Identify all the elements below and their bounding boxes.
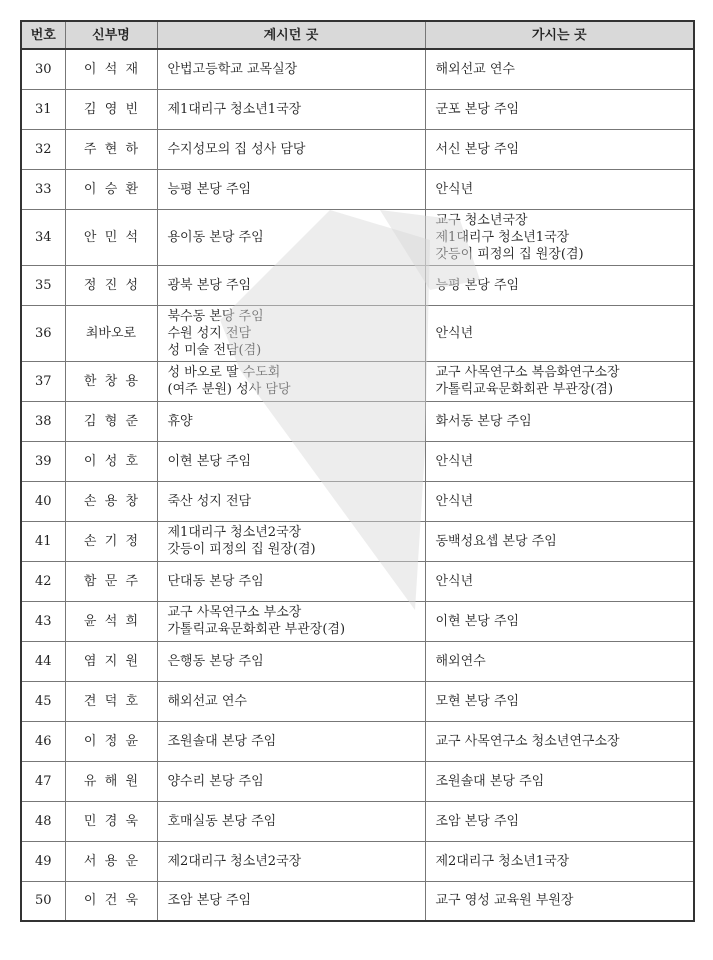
cell-number: 42: [21, 561, 65, 601]
table-row: [21, 305, 694, 361]
cell-priest-name: 손 용 창: [65, 481, 157, 521]
cell-new-post: 조암 본당 주임: [425, 801, 694, 841]
cell-previous-post: 안법고등학교 교목실장: [157, 49, 425, 89]
cell-previous-post: 양수리 본당 주임: [157, 761, 425, 801]
table-row: [21, 601, 694, 641]
cell-previous-post: 수지성모의 집 성사 담당: [157, 129, 425, 169]
cell-number: 34: [21, 209, 65, 265]
cell-priest-name: 이 성 호: [65, 441, 157, 481]
cell-priest-name: 염 지 원: [65, 641, 157, 681]
cell-previous-post: 조원솔대 본당 주임: [157, 721, 425, 761]
cell-priest-name: 주 현 하: [65, 129, 157, 169]
table-row: [21, 265, 694, 305]
cell-previous-post: 조암 본당 주임: [157, 881, 425, 921]
cell-number: 30: [21, 49, 65, 89]
cell-priest-name: 이 석 재: [65, 49, 157, 89]
cell-priest-name: 김 영 빈: [65, 89, 157, 129]
cell-previous-post: 이현 본당 주임: [157, 441, 425, 481]
cell-number: 38: [21, 401, 65, 441]
cell-number: 41: [21, 521, 65, 561]
header-number: 번호: [21, 21, 65, 49]
table-row: [21, 129, 694, 169]
cell-previous-post: 해외선교 연수: [157, 681, 425, 721]
table-row: [21, 841, 694, 881]
cell-number: 49: [21, 841, 65, 881]
cell-priest-name: 한 창 용: [65, 361, 157, 401]
cell-new-post: 교구 사목연구소 복음화연구소장 가톨릭교육문화회관 부관장(겸): [425, 361, 694, 401]
cell-new-post: 해외연수: [425, 641, 694, 681]
cell-number: 43: [21, 601, 65, 641]
cell-priest-name: 이 승 환: [65, 169, 157, 209]
cell-previous-post: 능평 본당 주임: [157, 169, 425, 209]
cell-previous-post: 은행동 본당 주임: [157, 641, 425, 681]
cell-new-post: 안식년: [425, 169, 694, 209]
roster-body: [21, 49, 694, 921]
table-header-row: [21, 21, 694, 49]
cell-number: 48: [21, 801, 65, 841]
cell-previous-post: 성 바오로 딸 수도회 (여주 분원) 성사 담당: [157, 361, 425, 401]
table-row: [21, 881, 694, 921]
cell-number: 35: [21, 265, 65, 305]
cell-previous-post: 죽산 성지 전담: [157, 481, 425, 521]
cell-new-post: 동백성요셉 본당 주임: [425, 521, 694, 561]
cell-priest-name: 윤 석 희: [65, 601, 157, 641]
cell-number: 50: [21, 881, 65, 921]
table-row: [21, 561, 694, 601]
cell-number: 47: [21, 761, 65, 801]
header-name: 신부명: [65, 21, 157, 49]
cell-number: 39: [21, 441, 65, 481]
cell-priest-name: 김 형 준: [65, 401, 157, 441]
cell-previous-post: 북수동 본당 주임 수원 성지 전담 성 미술 전담(겸): [157, 305, 425, 361]
cell-number: 32: [21, 129, 65, 169]
cell-previous-post: 교구 사목연구소 부소장 가톨릭교육문화회관 부관장(겸): [157, 601, 425, 641]
cell-new-post: 해외선교 연수: [425, 49, 694, 89]
cell-previous-post: 용이동 본당 주임: [157, 209, 425, 265]
cell-previous-post: 단대동 본당 주임: [157, 561, 425, 601]
table-row: [21, 49, 694, 89]
cell-previous-post: 제1대리구 청소년1국장: [157, 89, 425, 129]
table-row: [21, 361, 694, 401]
cell-new-post: 제2대리구 청소년1국장: [425, 841, 694, 881]
cell-priest-name: 유 해 원: [65, 761, 157, 801]
cell-number: 31: [21, 89, 65, 129]
cell-new-post: 안식년: [425, 441, 694, 481]
cell-number: 37: [21, 361, 65, 401]
cell-priest-name: 안 민 석: [65, 209, 157, 265]
cell-previous-post: 광북 본당 주임: [157, 265, 425, 305]
table-row: [21, 721, 694, 761]
cell-new-post: 교구 사목연구소 청소년연구소장: [425, 721, 694, 761]
cell-new-post: 군포 본당 주임: [425, 89, 694, 129]
cell-number: 46: [21, 721, 65, 761]
table-row: [21, 481, 694, 521]
table-row: [21, 521, 694, 561]
cell-priest-name: 서 용 운: [65, 841, 157, 881]
table-row: [21, 441, 694, 481]
cell-priest-name: 함 문 주: [65, 561, 157, 601]
table-row: [21, 401, 694, 441]
cell-new-post: 이현 본당 주임: [425, 601, 694, 641]
table-row: [21, 209, 694, 265]
cell-previous-post: 휴양: [157, 401, 425, 441]
cell-number: 40: [21, 481, 65, 521]
cell-priest-name: 이 건 욱: [65, 881, 157, 921]
table-row: [21, 681, 694, 721]
cell-number: 33: [21, 169, 65, 209]
cell-new-post: 안식년: [425, 561, 694, 601]
cell-previous-post: 제1대리구 청소년2국장 갓등이 피정의 집 원장(겸): [157, 521, 425, 561]
cell-new-post: 안식년: [425, 305, 694, 361]
cell-priest-name: 정 진 성: [65, 265, 157, 305]
cell-previous-post: 호매실동 본당 주임: [157, 801, 425, 841]
cell-new-post: 교구 영성 교육원 부원장: [425, 881, 694, 921]
table-row: [21, 801, 694, 841]
header-to: 가시는 곳: [425, 21, 694, 49]
table-row: [21, 169, 694, 209]
cell-priest-name: 이 정 윤: [65, 721, 157, 761]
cell-number: 44: [21, 641, 65, 681]
cell-new-post: 안식년: [425, 481, 694, 521]
cell-priest-name: 견 덕 호: [65, 681, 157, 721]
cell-new-post: 조원솔대 본당 주임: [425, 761, 694, 801]
roster-table: [20, 20, 695, 922]
cell-new-post: 능평 본당 주임: [425, 265, 694, 305]
cell-new-post: 교구 청소년국장 제1대리구 청소년1국장 갓등이 피정의 집 원장(겸): [425, 209, 694, 265]
cell-number: 36: [21, 305, 65, 361]
cell-priest-name: 최바오로: [65, 305, 157, 361]
cell-new-post: 모현 본당 주임: [425, 681, 694, 721]
cell-new-post: 화서동 본당 주임: [425, 401, 694, 441]
header-from: 계시던 곳: [157, 21, 425, 49]
cell-new-post: 서신 본당 주임: [425, 129, 694, 169]
table-row: [21, 761, 694, 801]
personnel-roster-page: [20, 20, 693, 922]
table-row: [21, 89, 694, 129]
table-row: [21, 641, 694, 681]
cell-priest-name: 손 기 정: [65, 521, 157, 561]
cell-priest-name: 민 경 욱: [65, 801, 157, 841]
cell-previous-post: 제2대리구 청소년2국장: [157, 841, 425, 881]
cell-number: 45: [21, 681, 65, 721]
